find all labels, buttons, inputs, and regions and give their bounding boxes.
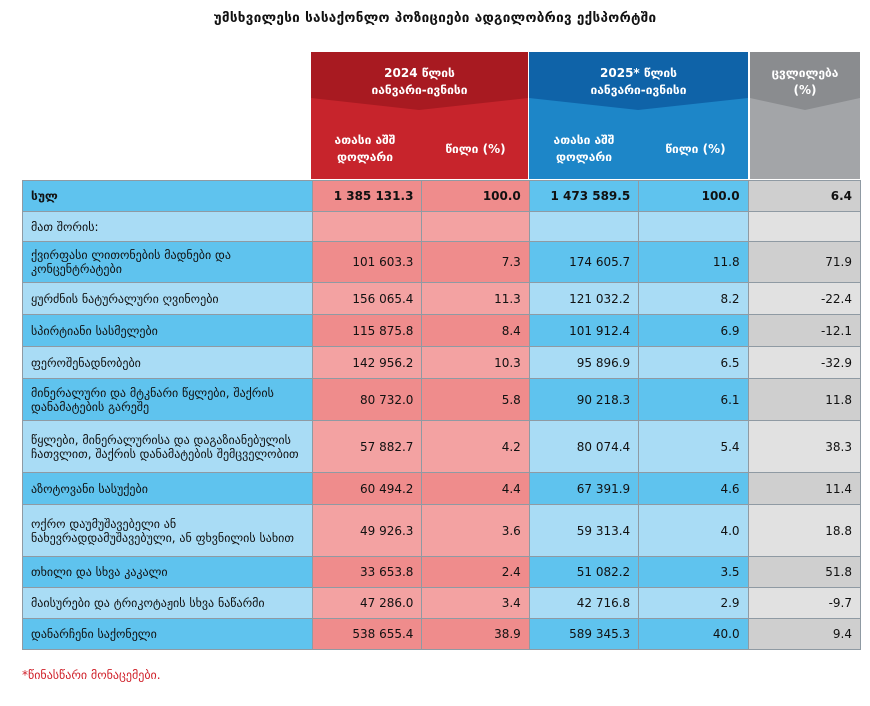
value-2025-cell: 121 032.2 [529, 283, 638, 315]
table-row [23, 421, 861, 473]
row-label: მათ შორის: [23, 212, 313, 242]
share-2024-cell: 100.0 [422, 181, 529, 212]
table-row [23, 242, 861, 283]
share-2024-cell: 10.3 [422, 347, 529, 379]
header-change-line2: (%) [793, 83, 817, 97]
share-2024-cell: 2.4 [422, 557, 529, 588]
total-row [23, 181, 861, 212]
share-2025-cell: 8.2 [639, 283, 748, 315]
row-label: ფეროშენადნობები [23, 347, 313, 379]
share-2025-cell: 6.1 [639, 379, 748, 421]
value-2024-cell: 49 926.3 [313, 505, 422, 557]
value-2024-cell: 57 882.7 [313, 421, 422, 473]
value-2024-cell: 60 494.2 [313, 473, 422, 505]
header-2025-line1: 2025* წლის [600, 66, 677, 80]
table-row [23, 557, 861, 588]
change-cell: -32.9 [748, 347, 860, 379]
row-label: ქვირფასი ლითონების მადნები და კონცენტრატები [23, 242, 313, 283]
share-2025-cell: 4.0 [639, 505, 748, 557]
value-2024-cell: 1 385 131.3 [313, 181, 422, 212]
change-cell [748, 212, 860, 242]
value-2024-cell: 156 065.4 [313, 283, 422, 315]
share-2024-cell: 38.9 [422, 619, 529, 650]
value-2025-cell: 589 345.3 [529, 619, 638, 650]
row-label: სპირტიანი სასმელები [23, 315, 313, 347]
header-2025-share: წილი (%) [665, 141, 726, 156]
change-cell: -12.1 [748, 315, 860, 347]
value-2024-cell: 115 875.8 [313, 315, 422, 347]
share-2025-cell: 2.9 [639, 588, 748, 619]
change-cell: 38.3 [748, 421, 860, 473]
table-row [23, 588, 861, 619]
value-2024-cell: 101 603.3 [313, 242, 422, 283]
row-label: დანარჩენი საქონელი [23, 619, 313, 650]
share-2024-cell: 5.8 [422, 379, 529, 421]
table-title: უმსხვილესი სასაქონლო პოზიციები ადგილობრივ ექსპორტში [213, 10, 657, 26]
header-2024-share: წილი (%) [445, 141, 506, 156]
change-cell: 71.9 [748, 242, 860, 283]
share-2025-cell: 5.4 [639, 421, 748, 473]
row-label: აზოტოვანი სასუქები [23, 473, 313, 505]
change-cell: 18.8 [748, 505, 860, 557]
change-cell: 6.4 [748, 181, 860, 212]
header-2024 [311, 52, 528, 179]
value-2025-cell: 95 896.9 [529, 347, 638, 379]
share-2025-cell: 100.0 [639, 181, 748, 212]
value-2025-cell: 90 218.3 [529, 379, 638, 421]
share-2024-cell: 3.4 [422, 588, 529, 619]
share-2025-cell: 11.8 [639, 242, 748, 283]
row-label: თხილი და სხვა კაკალი [23, 557, 313, 588]
share-2024-cell: 4.4 [422, 473, 529, 505]
export-table [22, 180, 861, 650]
value-2024-cell: 538 655.4 [313, 619, 422, 650]
header-2024-line2: იანვარი-ივნისი [371, 83, 468, 97]
table-row [23, 283, 861, 315]
value-2025-cell: 59 313.4 [529, 505, 638, 557]
header-2024-line1: 2024 წლის [384, 66, 455, 80]
share-2025-cell: 4.6 [639, 473, 748, 505]
header-change [750, 52, 860, 179]
header-2025 [529, 52, 748, 179]
header-2024-usd [311, 132, 419, 166]
value-2024-cell: 33 653.8 [313, 557, 422, 588]
change-cell: 11.8 [748, 379, 860, 421]
share-2024-cell [422, 212, 529, 242]
table-row [23, 379, 861, 421]
row-label: ყურძნის ნატურალური ღვინოები [23, 283, 313, 315]
share-2025-cell: 40.0 [639, 619, 748, 650]
row-label: მაისურები და ტრიკოტაჟის სხვა ნაწარმი [23, 588, 313, 619]
value-2025-cell [529, 212, 638, 242]
footnote: *წინასწარი მონაცემები. [22, 668, 161, 682]
value-2025-cell: 80 074.4 [529, 421, 638, 473]
change-cell: -9.7 [748, 588, 860, 619]
value-2024-cell [313, 212, 422, 242]
table-row [23, 315, 861, 347]
header-change-line1: ცვლილება [771, 66, 839, 80]
share-2024-cell: 8.4 [422, 315, 529, 347]
row-label: ოქრო დაუმუშავებელი ან ნახევრადდამუშავებული, ან ფხვნილის სახით [23, 505, 313, 557]
share-2025-cell: 3.5 [639, 557, 748, 588]
value-2025-cell: 42 716.8 [529, 588, 638, 619]
share-2024-cell: 4.2 [422, 421, 529, 473]
table-row [23, 619, 861, 650]
table-row [23, 347, 861, 379]
share-2024-cell: 3.6 [422, 505, 529, 557]
usd-label-line1: ათასი აშშ [553, 133, 615, 147]
share-2025-cell: 6.5 [639, 347, 748, 379]
change-cell: 51.8 [748, 557, 860, 588]
table-row [23, 473, 861, 505]
value-2024-cell: 47 286.0 [313, 588, 422, 619]
share-2025-cell [639, 212, 748, 242]
change-cell: 11.4 [748, 473, 860, 505]
value-2024-cell: 142 956.2 [313, 347, 422, 379]
usd-label-line1: ათასი აშშ [334, 133, 396, 147]
usd-label-line2: დოლარი [556, 150, 612, 164]
header-2025-usd [529, 132, 639, 166]
share-2025-cell: 6.9 [639, 315, 748, 347]
table-row [23, 212, 861, 242]
change-cell: -22.4 [748, 283, 860, 315]
value-2025-cell: 1 473 589.5 [529, 181, 638, 212]
header-2025-line2: იანვარი-ივნისი [590, 83, 687, 97]
table-row [23, 505, 861, 557]
change-cell: 9.4 [748, 619, 860, 650]
value-2025-cell: 67 391.9 [529, 473, 638, 505]
value-2025-cell: 51 082.2 [529, 557, 638, 588]
value-2025-cell: 174 605.7 [529, 242, 638, 283]
row-label: მინერალური და მტკნარი წყლები, შაქრის დანამატების გარეშე [23, 379, 313, 421]
value-2024-cell: 80 732.0 [313, 379, 422, 421]
value-2025-cell: 101 912.4 [529, 315, 638, 347]
share-2024-cell: 11.3 [422, 283, 529, 315]
row-label: სულ [23, 181, 313, 212]
share-2024-cell: 7.3 [422, 242, 529, 283]
row-label: წყლები, მინერალურისა და დაგაზიანებულის ჩათვლით, შაქრის დანამატების შემცველობით [23, 421, 313, 473]
usd-label-line2: დოლარი [337, 150, 393, 164]
